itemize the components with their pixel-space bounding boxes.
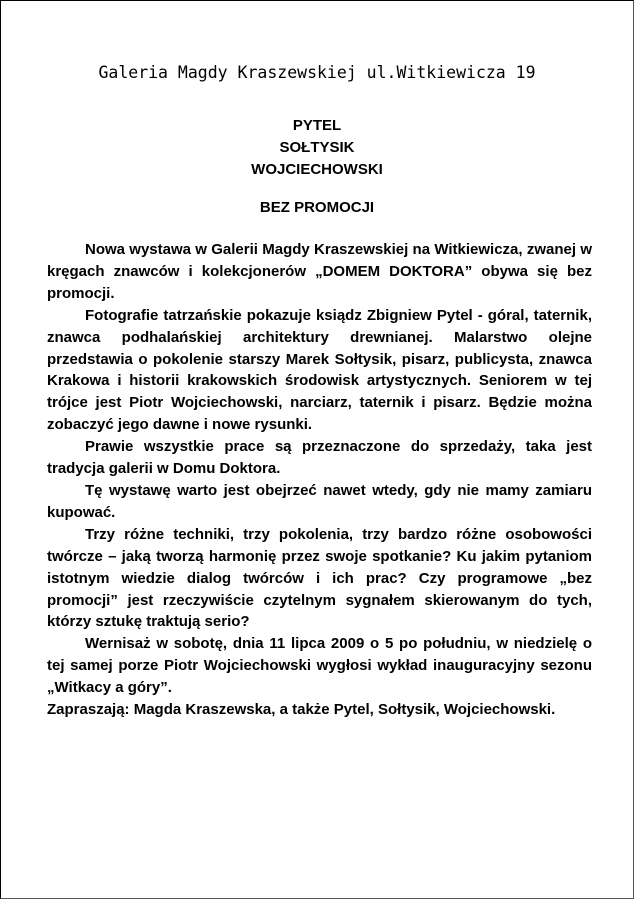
paragraph: Wernisaż w sobotę, dnia 11 lipca 2009 o 5 po południu, w niedzielę o tej samej porze Piotr Wojciechowski wygłosi wykład inauguracyjny sezonu „Witkacy a góry”. [47, 635, 592, 697]
artist-name: PYTEL [292, 117, 342, 134]
artist-name: SOŁTYSIK [279, 139, 355, 156]
exhibition-title: BEZ PROMOCJI [259, 199, 375, 216]
paragraph: Tę wystawę warto jest obejrzeć nawet wtedy, gdy nie mamy zamiaru kupować. [47, 481, 592, 521]
body-text [47, 239, 592, 721]
closing-invitation: Zapraszają: Magda Kraszewska, a także Pytel, Sołtysik, Wojciechowski. [47, 701, 556, 719]
paragraph: Nowa wystawa w Galerii Magdy Kraszewskiej na Witkiewicza, zwanej w kręgach znawców i kolekcjonerów „DOMEM DOKTORA” obywa się bez promocji. [47, 241, 592, 302]
paragraph: Prawie wszystkie prace są przeznaczone do sprzedaży, taka jest tradycja galerii w Domu Doktora. [47, 438, 592, 478]
artist-names [1, 115, 633, 181]
gallery-address-header: Galeria Magdy Kraszewskiej ul.Witkiewicza 19 [98, 63, 536, 82]
artist-name: WOJCIECHOWSKI [251, 161, 383, 178]
paragraph: Trzy różne techniki, trzy pokolenia, trzy bardzo różne osobowości twórcze – jaką tworzą harmonię przez swoje spotkanie? Ku jakim pytaniom istotnym wiedzie dialog twórców i ich prac? Czy programowe „bez promocji” jest rzeczywiście czytelnym sygnałem skierowanym do tych, którzy sztukę traktują serio? [47, 525, 592, 631]
paragraph: Fotografie tatrzańskie pokazuje ksiądz Zbigniew Pytel - góral, taternik, znawca podhalańskiej architektury drewnianej. Malarstwo olejne przedstawia o pokolenie starszy Marek Sołtysik, pisarz, publicysta, znawca Krakowa i historii krakowskich środowisk artystycznych. Seniorem w tej trójce jest Piotr Wojciechowski, narciarz, taternik i pisarz. Będzie można zobaczyć jego dawne i nowe rysunki. [47, 306, 592, 434]
